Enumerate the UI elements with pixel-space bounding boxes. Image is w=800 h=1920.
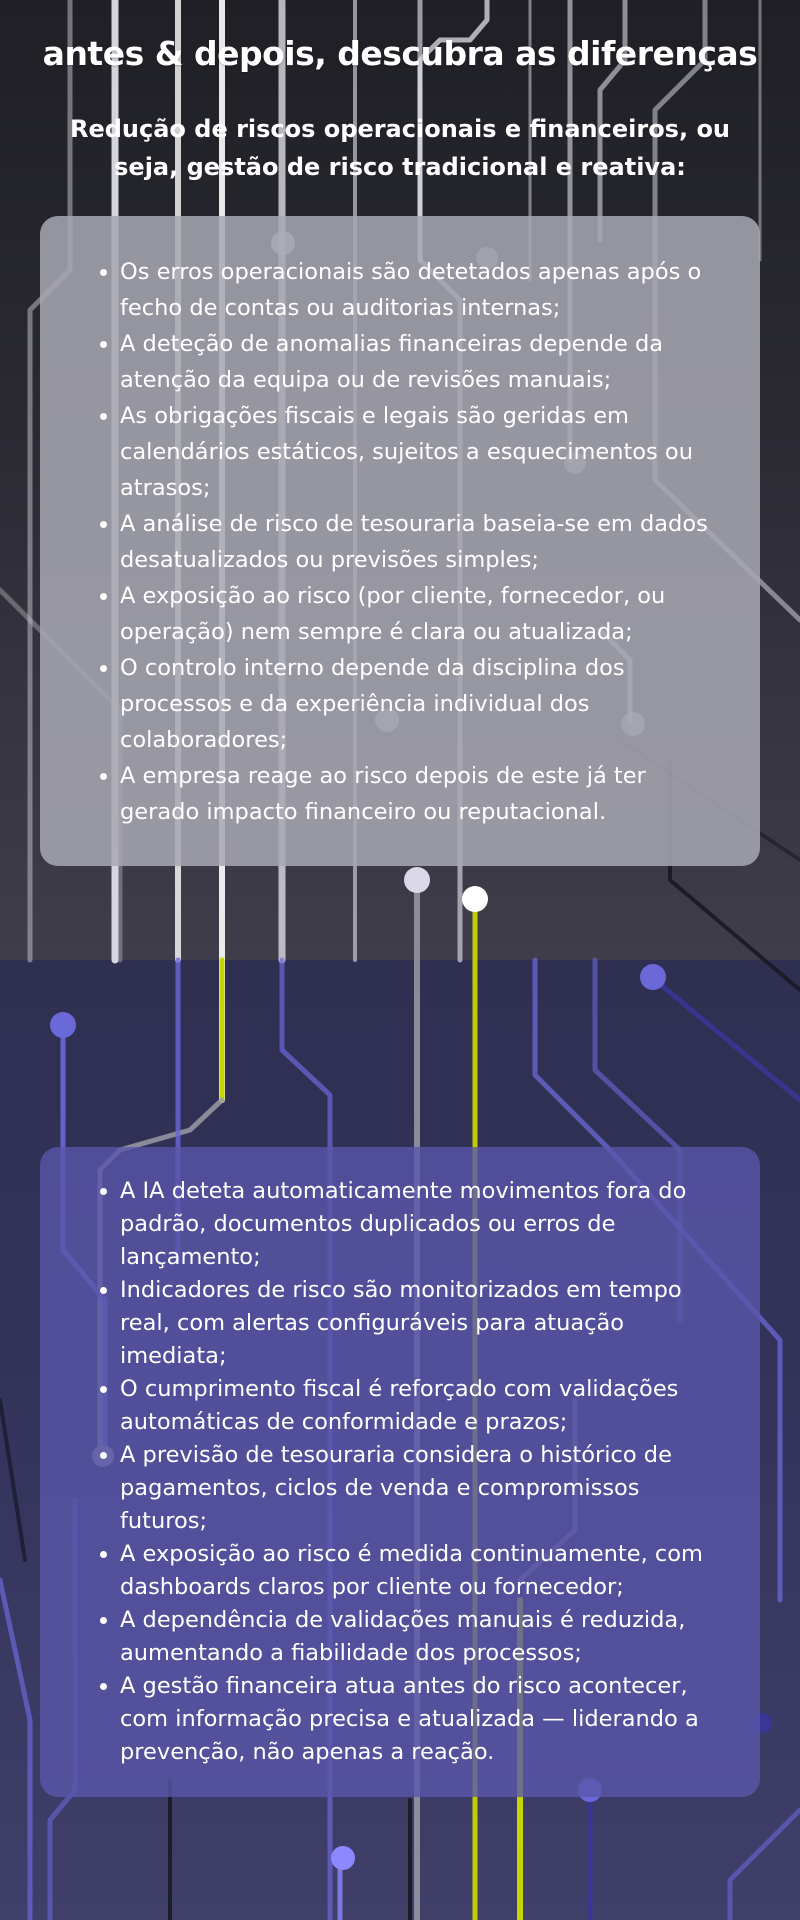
list-item: • A previsão de tesouraria considera o histórico de pagamentos, ciclos de venda e compromissos futuros; — [120, 1439, 720, 1538]
before-panel — [40, 216, 760, 866]
list-item: • A gestão financeira atua antes do risco acontecer, com informação precisa e atualizada — liderando a prevenção, não apenas a reação. — [120, 1670, 720, 1769]
page-title: antes & depois, descubra as diferenças — [42, 34, 758, 73]
page-subtitle: Redução de riscos operacionais e financeiros, ou seja, gestão de risco tradicional e reativa: — [69, 115, 731, 181]
list-item: • A exposição ao risco é medida continuamente, com dashboards claros por cliente ou fornecedor; — [120, 1538, 720, 1604]
list-item: • As obrigações fiscais e legais são geridas em calendários estáticos, sujeitos a esquecimentos ou atrasos; — [120, 398, 720, 506]
list-item: • A análise de risco de tesouraria baseia-se em dados desatualizados ou previsões simples; — [120, 506, 720, 578]
before-list — [40, 216, 760, 830]
list-item: • Os erros operacionais são detetados apenas após o fecho de contas ou auditorias internas; — [120, 254, 720, 326]
after-panel — [40, 1147, 760, 1797]
list-item: • O cumprimento fiscal é reforçado com validações automáticas de conformidade e prazos; — [120, 1373, 720, 1439]
list-item: • O controlo interno depende da disciplina dos processos e da experiência individual dos colaboradores; — [120, 650, 720, 758]
list-item: • A deteção de anomalias financeiras depende da atenção da equipa ou de revisões manuais; — [120, 326, 720, 398]
list-item: • A exposição ao risco (por cliente, fornecedor, ou operação) nem sempre é clara ou atualizada; — [120, 578, 720, 650]
list-item: • A IA deteta automaticamente movimentos fora do padrão, documentos duplicados ou erros de lançamento; — [120, 1175, 720, 1274]
list-item: • Indicadores de risco são monitorizados em tempo real, com alertas configuráveis para atuação imediata; — [120, 1274, 720, 1373]
list-item: • A empresa reage ao risco depois de este já ter gerado impacto financeiro ou reputacional. — [120, 758, 720, 830]
after-list — [40, 1147, 760, 1769]
list-item: • A dependência de validações manuais é reduzida, aumentando a fiabilidade dos processos; — [120, 1604, 720, 1670]
